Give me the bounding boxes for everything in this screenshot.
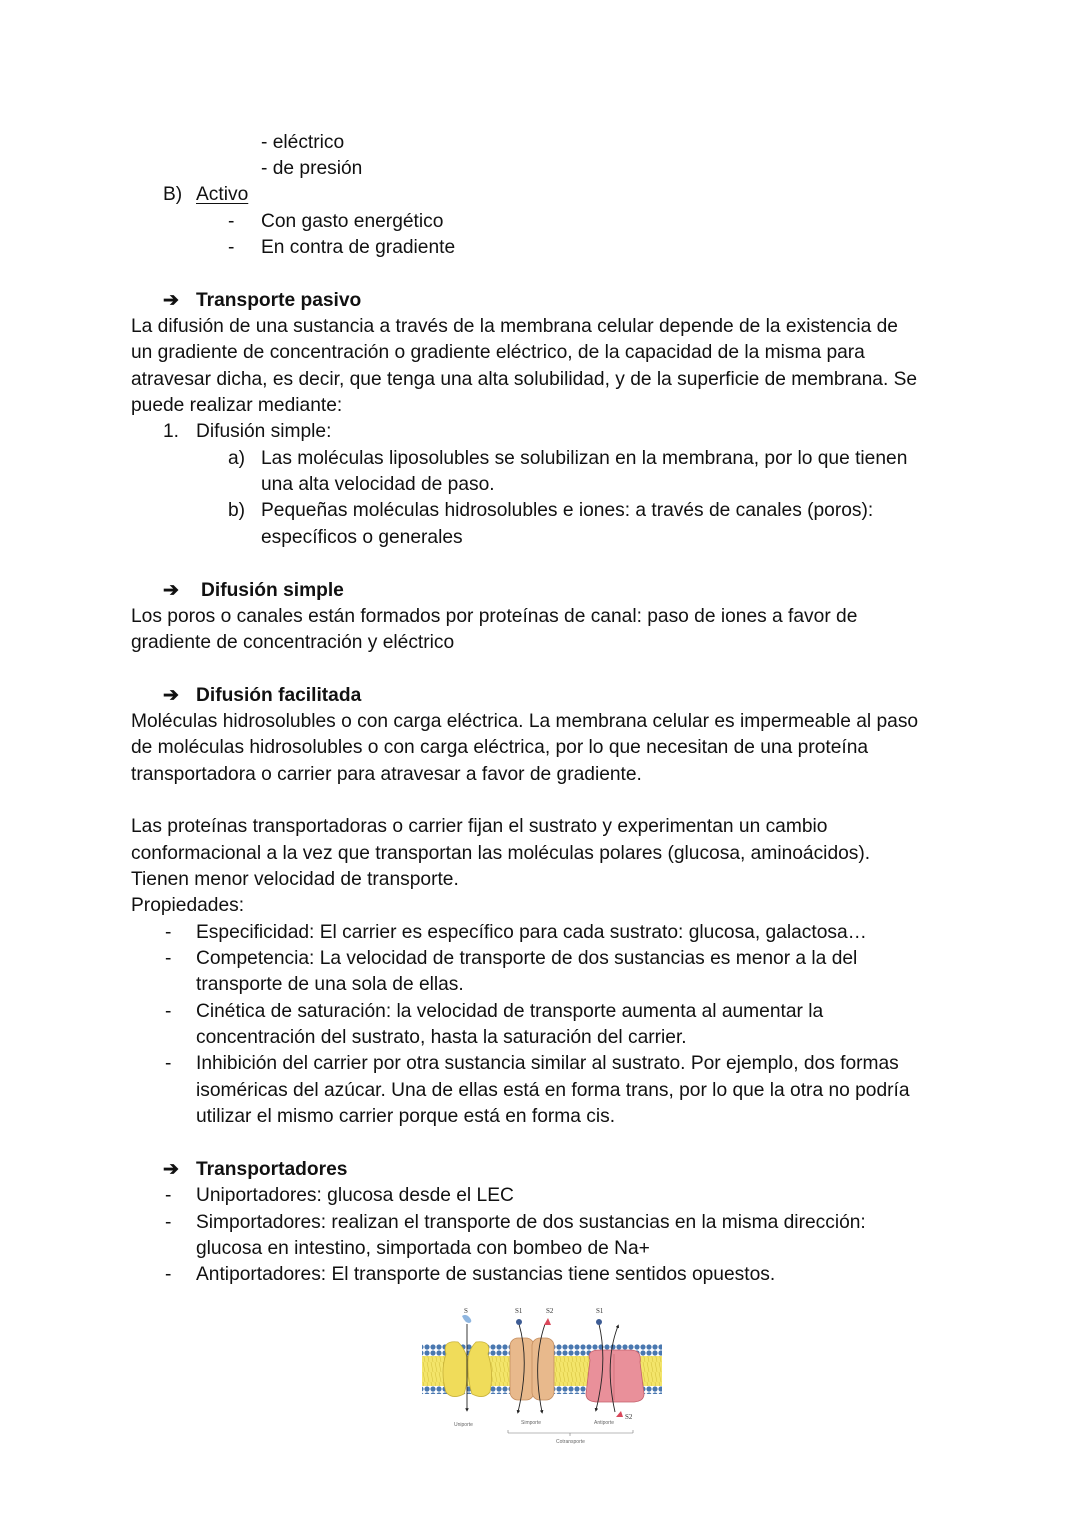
list-marker: - bbox=[228, 211, 235, 232]
heading-transporte-pasivo: Transporte pasivo bbox=[196, 290, 362, 311]
substrate-s1-icon bbox=[516, 1319, 522, 1325]
paragraph-line: puede realizar mediante: bbox=[131, 395, 343, 416]
label-s: S bbox=[464, 1307, 468, 1315]
property-line: concentración del sustrato, hasta la saturación del carrier. bbox=[196, 1027, 687, 1048]
paragraph-line: Propiedades: bbox=[131, 895, 245, 916]
list-marker: B) bbox=[163, 184, 183, 205]
antiporter-protein bbox=[586, 1350, 644, 1402]
list-item: En contra de gradiente bbox=[261, 237, 456, 258]
list-subitem: - de presión bbox=[261, 158, 363, 179]
cotransporte-bracket bbox=[508, 1430, 633, 1436]
paragraph-line: atravesar dicha, es decir, que tenga una alta solubilidad, y de la superficie de membrana. Se bbox=[131, 369, 918, 390]
arrow-right-icon: ➔ bbox=[163, 290, 180, 311]
substrate-s2-icon bbox=[616, 1411, 623, 1417]
property-line: Cinética de saturación: la velocidad de transporte aumenta al aumentar la bbox=[196, 1001, 824, 1022]
paragraph-line: de moléculas hidrosolubles o con carga eléctrica, por lo que necesitan de una proteína bbox=[131, 737, 869, 758]
paragraph-line: Los poros o canales están formados por proteínas de canal: paso de iones a favor de bbox=[131, 606, 858, 627]
list-marker: - bbox=[165, 1001, 172, 1022]
substrate-s1-icon bbox=[596, 1319, 602, 1325]
paragraph-line: Tienen menor velocidad de transporte. bbox=[131, 869, 459, 890]
list-item: Con gasto energético bbox=[261, 211, 444, 232]
sub-item-line: Pequeñas moléculas hidrosolubles e iones: a través de canales (poros): bbox=[261, 500, 874, 521]
arrow-right-icon: ➔ bbox=[163, 685, 180, 706]
transporter-line: Uniportadores: glucosa desde el LEC bbox=[196, 1185, 514, 1206]
membrane-transport-diagram bbox=[418, 1302, 666, 1448]
list-marker: - bbox=[165, 1185, 172, 1206]
arrow-right-icon: ➔ bbox=[163, 1159, 180, 1180]
transporter-line: glucosa en intestino, simportada con bombeo de Na+ bbox=[196, 1238, 650, 1259]
paragraph-line: transportadora o carrier para atravesar a favor de gradiente. bbox=[131, 764, 642, 785]
label-uniporte: Uniporte bbox=[454, 1422, 473, 1428]
paragraph-line: gradiente de concentración y eléctrico bbox=[131, 632, 455, 653]
list-marker: - bbox=[165, 1264, 172, 1285]
label-s2: S2 bbox=[546, 1307, 554, 1315]
heading-transportadores: Transportadores bbox=[196, 1159, 348, 1180]
simporter-protein bbox=[510, 1338, 554, 1400]
label-antiporte: Antiporte bbox=[594, 1420, 615, 1426]
heading-difusion-facilitada: Difusión facilitada bbox=[196, 685, 362, 706]
section-label-activo: Activo bbox=[196, 184, 249, 205]
substrate-s-icon bbox=[462, 1315, 471, 1323]
paragraph-line: conformacional a la vez que transportan las moléculas polares (glucosa, aminoácidos). bbox=[131, 843, 871, 864]
transporter-line: Simportadores: realizan el transporte de dos sustancias en la misma dirección: bbox=[196, 1212, 866, 1233]
sub-item-line: Las moléculas liposolubles se solubilizan en la membrana, por lo que tienen bbox=[261, 448, 908, 469]
heading-difusion-simple: Difusión simple bbox=[201, 580, 344, 601]
label-s1: S1 bbox=[596, 1307, 604, 1315]
sub-item-line: una alta velocidad de paso. bbox=[261, 474, 495, 495]
sub-item-line: específicos o generales bbox=[261, 527, 463, 548]
arrow-right-icon: ➔ bbox=[163, 580, 180, 601]
list-marker: - bbox=[165, 948, 172, 969]
paragraph-line: Las proteínas transportadoras o carrier fijan el sustrato y experimentan un cambio bbox=[131, 816, 828, 837]
transporter-line: Antiportadores: El transporte de sustancias tiene sentidos opuestos. bbox=[196, 1264, 776, 1285]
paragraph-line: Moléculas hidrosolubles o con carga eléctrica. La membrana celular es impermeable al paso bbox=[131, 711, 919, 732]
list-marker: a) bbox=[228, 448, 246, 469]
paragraph-line: La difusión de una sustancia a través de la membrana celular depende de la existencia de bbox=[131, 316, 898, 337]
list-marker: - bbox=[165, 922, 172, 943]
property-line: Especificidad: El carrier es específico para cada sustrato: glucosa, galactosa… bbox=[196, 922, 867, 943]
list-marker: - bbox=[228, 237, 235, 258]
property-line: utilizar el mismo carrier porque está en forma cis. bbox=[196, 1106, 616, 1127]
label-s2: S2 bbox=[625, 1413, 633, 1421]
property-line: Inhibición del carrier por otra sustancia similar al sustrato. Por ejemplo, dos formas bbox=[196, 1053, 899, 1074]
property-line: transporte de una sola de ellas. bbox=[196, 974, 464, 995]
paragraph-line: un gradiente de concentración o gradiente eléctrico, de la capacidad de la misma para bbox=[131, 342, 865, 363]
list-marker: - bbox=[165, 1212, 172, 1233]
label-cotransporte: Cotransporte bbox=[556, 1439, 585, 1445]
property-line: Competencia: La velocidad de transporte de dos sustancias es menor a la del bbox=[196, 948, 858, 969]
list-marker: - bbox=[165, 1053, 172, 1074]
numbered-item: Difusión simple: bbox=[196, 421, 332, 442]
property-line: isoméricas del azúcar. Una de ellas está en forma trans, por lo que la otra no podría bbox=[196, 1080, 910, 1101]
list-marker: 1. bbox=[163, 421, 180, 442]
list-marker: b) bbox=[228, 500, 246, 521]
list-subitem: - eléctrico bbox=[261, 132, 345, 153]
substrate-s2-icon bbox=[544, 1318, 551, 1325]
label-simporte: Simporte bbox=[521, 1420, 542, 1426]
label-s1: S1 bbox=[515, 1307, 523, 1315]
